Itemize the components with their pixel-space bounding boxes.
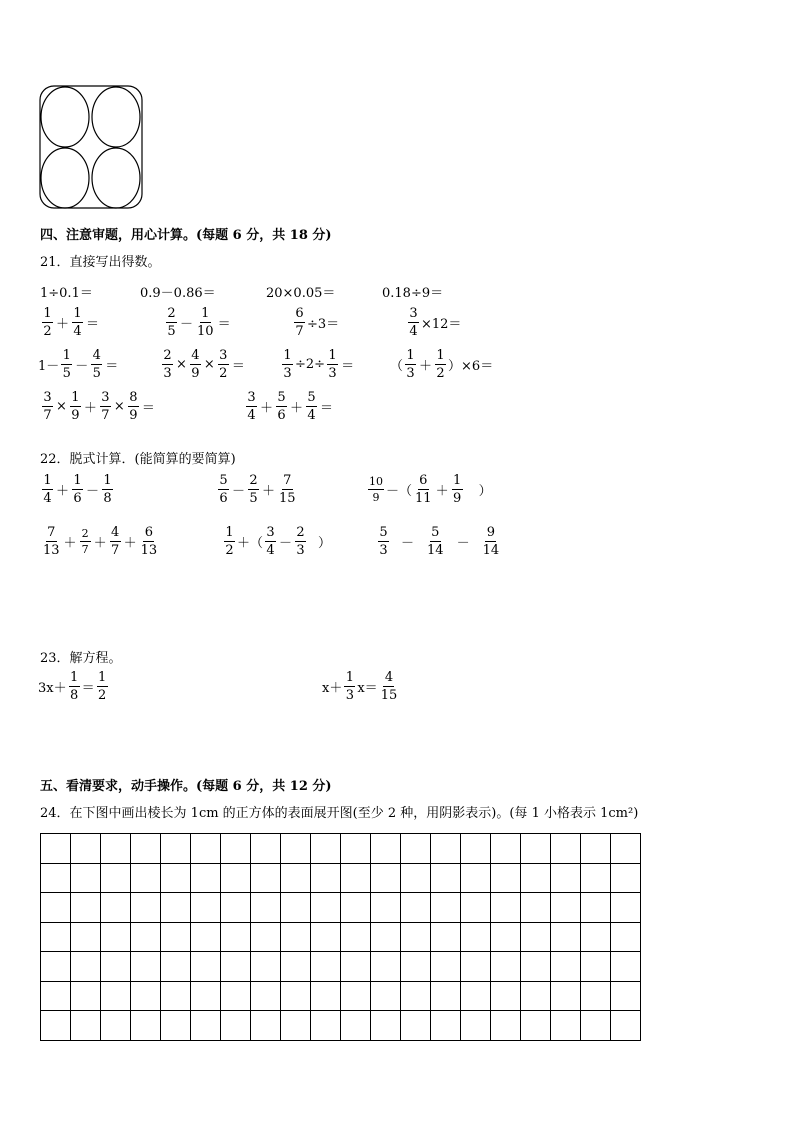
grid-cell[interactable] — [341, 1011, 371, 1041]
grid-cell[interactable] — [401, 922, 431, 952]
grid-cell[interactable] — [371, 922, 401, 952]
q22-expr-1: $\frac{1}{4}$ ＋ $\frac{1}{6}$ － $\frac{1}{8}$ — [43, 473, 112, 506]
grid-cell[interactable] — [401, 834, 431, 864]
grid-cell[interactable] — [101, 981, 131, 1011]
grid-cell[interactable] — [191, 922, 221, 952]
q21-r1-c2: 0.9－0.86＝ — [140, 286, 216, 301]
q23-equation-2: x＋ $\frac{1}{3}$ x＝ $\frac{4}{15}$ — [322, 670, 398, 703]
drawing-grid[interactable] — [40, 833, 641, 1041]
grid-cell[interactable] — [491, 1011, 521, 1041]
q23-equation-1: 3x＋ $\frac{1}{8}$ ＝ $\frac{1}{2}$ — [38, 670, 107, 703]
grid-cell[interactable] — [281, 922, 311, 952]
grid-cell[interactable] — [221, 981, 251, 1011]
grid-cell[interactable] — [101, 922, 131, 952]
grid-cell[interactable] — [221, 952, 251, 982]
q21-r4-c1: $\frac{3}{7}$ × $\frac{1}{9}$ ＋ $\frac{3}{7}$ × $\frac{8}{9}$ ＝ — [43, 390, 155, 423]
grid-cell[interactable] — [191, 1011, 221, 1041]
grid-row — [41, 1011, 641, 1041]
grid-cell[interactable] — [521, 981, 551, 1011]
grid-cell[interactable] — [251, 981, 281, 1011]
q23-prompt: 23．解方程。 — [40, 651, 122, 666]
grid-cell[interactable] — [191, 863, 221, 893]
grid-cell[interactable] — [611, 893, 641, 923]
grid-cell[interactable] — [551, 981, 581, 1011]
grid-cell[interactable] — [71, 893, 101, 923]
q22-expr-3: $\frac{10}{9}$ －（ $\frac{6}{11}$ ＋ $\frac{1}{9}$ ） — [369, 473, 492, 506]
grid-cell[interactable] — [191, 952, 221, 982]
grid-cell[interactable] — [101, 893, 131, 923]
grid-cell[interactable] — [41, 981, 71, 1011]
grid-cell[interactable] — [611, 981, 641, 1011]
grid-cell[interactable] — [491, 834, 521, 864]
q21-r1-c3: 20×0.05＝ — [266, 286, 336, 301]
grid-cell[interactable] — [311, 922, 341, 952]
grid-cell[interactable] — [551, 922, 581, 952]
q21-r2-c2: $\frac{2}{5}$ － $\frac{1}{10}$ ＝ — [167, 306, 231, 339]
grid-cell[interactable] — [581, 893, 611, 923]
grid-cell[interactable] — [281, 863, 311, 893]
section-5-title: 五、看清要求，动手操作。(每题 6 分，共 12 分) — [40, 779, 332, 794]
grid-cell[interactable] — [251, 863, 281, 893]
grid-cell[interactable] — [191, 893, 221, 923]
grid-cell[interactable] — [281, 834, 311, 864]
grid-cell[interactable] — [131, 834, 161, 864]
grid-cell[interactable] — [131, 863, 161, 893]
grid-cell[interactable] — [461, 863, 491, 893]
grid-cell[interactable] — [491, 893, 521, 923]
grid-cell[interactable] — [71, 952, 101, 982]
circle-bottom-right — [92, 148, 140, 208]
grid-cell[interactable] — [521, 893, 551, 923]
grid-cell[interactable] — [581, 834, 611, 864]
grid-cell[interactable] — [401, 981, 431, 1011]
grid-cell[interactable] — [551, 952, 581, 982]
q21-r3-c3: $\frac{1}{3}$ ÷2÷ $\frac{1}{3}$ ＝ — [283, 348, 355, 381]
grid-cell[interactable] — [431, 952, 461, 982]
section-4-title: 四、注意审题，用心计算。(每题 6 分，共 18 分) — [40, 228, 332, 243]
grid-cell[interactable] — [491, 952, 521, 982]
grid-cell[interactable] — [191, 834, 221, 864]
grid-cell[interactable] — [431, 1011, 461, 1041]
grid-cell[interactable] — [341, 834, 371, 864]
circle-top-right — [92, 87, 140, 147]
grid-cell[interactable] — [551, 863, 581, 893]
grid-cell[interactable] — [431, 863, 461, 893]
q21-r1-c1: 1÷0.1＝ — [40, 286, 93, 301]
grid-cell[interactable] — [221, 893, 251, 923]
grid-cell[interactable] — [461, 1011, 491, 1041]
grid-cell[interactable] — [341, 952, 371, 982]
grid-cell[interactable] — [281, 893, 311, 923]
q22-expr-5: $\frac{1}{2}$ ＋（ $\frac{3}{4}$ － $\frac{2}{3}$ ） — [225, 525, 332, 558]
grid-row — [41, 981, 641, 1011]
grid-cell[interactable] — [221, 922, 251, 952]
grid-cell[interactable] — [311, 981, 341, 1011]
q21-r1-c4: 0.18÷9＝ — [382, 286, 444, 301]
grid-cell[interactable] — [551, 893, 581, 923]
grid-cell[interactable] — [41, 893, 71, 923]
grid-cell[interactable] — [521, 922, 551, 952]
q22-prompt: 22．脱式计算．(能简算的要简算) — [40, 452, 236, 467]
grid-cell[interactable] — [161, 1011, 191, 1041]
grid-cell[interactable] — [371, 952, 401, 982]
grid-cell[interactable] — [311, 1011, 341, 1041]
grid-cell[interactable] — [41, 952, 71, 982]
grid-cell[interactable] — [161, 863, 191, 893]
grid-row — [41, 893, 641, 923]
grid-cell[interactable] — [551, 1011, 581, 1041]
q21-r3-c1: 1－ $\frac{1}{5}$ － $\frac{4}{5}$ ＝ — [38, 348, 119, 381]
q21-r3-c2: $\frac{2}{3}$ × $\frac{4}{9}$ × $\frac{3}{2}$ ＝ — [163, 348, 245, 381]
grid-cell[interactable] — [221, 863, 251, 893]
grid-cell[interactable] — [41, 1011, 71, 1041]
grid-cell[interactable] — [551, 834, 581, 864]
grid-cell[interactable] — [611, 834, 641, 864]
grid-cell[interactable] — [401, 863, 431, 893]
grid-cell[interactable] — [371, 863, 401, 893]
grid-cell[interactable] — [431, 922, 461, 952]
grid-cell[interactable] — [71, 981, 101, 1011]
grid-cell[interactable] — [401, 893, 431, 923]
grid-cell[interactable] — [41, 834, 71, 864]
grid-cell[interactable] — [461, 952, 491, 982]
grid-cell[interactable] — [131, 981, 161, 1011]
grid-cell[interactable] — [71, 863, 101, 893]
grid-cell[interactable] — [611, 1011, 641, 1041]
grid-cell[interactable] — [281, 981, 311, 1011]
grid-cell[interactable] — [431, 981, 461, 1011]
grid-cell[interactable] — [581, 981, 611, 1011]
grid-row — [41, 922, 641, 952]
grid-cell[interactable] — [401, 1011, 431, 1041]
grid-cell[interactable] — [281, 1011, 311, 1041]
grid-cell[interactable] — [41, 922, 71, 952]
grid-cell[interactable] — [401, 952, 431, 982]
grid-cell[interactable] — [461, 834, 491, 864]
q22-expr-6: $\frac{5}{3}$ － $\frac{5}{14}$ － $\frac{9}{14}$ — [379, 525, 500, 558]
grid-cell[interactable] — [461, 981, 491, 1011]
grid-cell[interactable] — [311, 893, 341, 923]
grid-cell[interactable] — [311, 834, 341, 864]
grid-cell[interactable] — [101, 863, 131, 893]
grid-cell[interactable] — [581, 952, 611, 982]
grid-cell[interactable] — [611, 952, 641, 982]
grid-cell[interactable] — [341, 922, 371, 952]
q24-prompt: 24．在下图中画出棱长为 1cm 的正方体的表面展开图(至少 2 种，用阴影表示)。(每 1 小格表示 1cm²) — [40, 806, 639, 821]
grid-cell[interactable] — [341, 981, 371, 1011]
grid-cell[interactable] — [581, 863, 611, 893]
grid-cell[interactable] — [221, 1011, 251, 1041]
grid-cell[interactable] — [371, 981, 401, 1011]
grid-cell[interactable] — [491, 981, 521, 1011]
grid-cell[interactable] — [71, 834, 101, 864]
grid-cell[interactable] — [431, 834, 461, 864]
grid-cell[interactable] — [71, 1011, 101, 1041]
grid-row — [41, 863, 641, 893]
circle-bottom-left — [41, 148, 89, 208]
grid-cell[interactable] — [161, 981, 191, 1011]
grid-cell[interactable] — [281, 952, 311, 982]
q22-expr-2: $\frac{5}{6}$ － $\frac{2}{5}$ ＋ $\frac{7}{15}$ — [219, 473, 296, 506]
grid-cell[interactable] — [71, 922, 101, 952]
grid-row — [41, 952, 641, 982]
grid-cell[interactable] — [341, 893, 371, 923]
grid-cell[interactable] — [311, 863, 341, 893]
grid-cell[interactable] — [101, 834, 131, 864]
q21-r3-c4: （ $\frac{1}{3}$ ＋ $\frac{1}{2}$ ）×6＝ — [390, 348, 494, 381]
grid-cell[interactable] — [101, 1011, 131, 1041]
grid-cell[interactable] — [251, 1011, 281, 1041]
q21-prompt: 21．直接写出得数。 — [40, 255, 161, 270]
q21-r4-c2: $\frac{3}{4}$ ＋ $\frac{5}{6}$ ＋ $\frac{5}{4}$ ＝ — [247, 390, 334, 423]
grid-cell[interactable] — [251, 952, 281, 982]
grid-cell[interactable] — [461, 922, 491, 952]
grid-cell[interactable] — [431, 893, 461, 923]
grid-cell[interactable] — [611, 863, 641, 893]
grid-cell[interactable] — [101, 952, 131, 982]
grid-cell[interactable] — [341, 863, 371, 893]
grid-cell[interactable] — [161, 922, 191, 952]
grid-cell[interactable] — [461, 893, 491, 923]
grid-cell[interactable] — [581, 922, 611, 952]
grid-cell[interactable] — [311, 952, 341, 982]
grid-cell[interactable] — [251, 893, 281, 923]
grid-cell[interactable] — [521, 1011, 551, 1041]
grid-cell[interactable] — [581, 1011, 611, 1041]
grid-cell[interactable] — [161, 893, 191, 923]
q21-r2-c3: $\frac{6}{7}$ ÷3＝ — [295, 306, 340, 339]
grid-cell[interactable] — [521, 834, 551, 864]
grid-cell[interactable] — [371, 834, 401, 864]
grid-cell[interactable] — [491, 922, 521, 952]
grid-cell[interactable] — [221, 834, 251, 864]
grid-cell[interactable] — [371, 893, 401, 923]
grid-cell[interactable] — [161, 834, 191, 864]
circles-figure — [36, 84, 146, 212]
grid-row — [41, 834, 641, 864]
grid-cell[interactable] — [371, 1011, 401, 1041]
grid-cell[interactable] — [251, 834, 281, 864]
grid-cell[interactable] — [191, 981, 221, 1011]
grid-cell[interactable] — [251, 922, 281, 952]
q21-r2-c1: $\frac{1}{2}$ ＋ $\frac{1}{4}$ ＝ — [43, 306, 100, 339]
grid-cell[interactable] — [521, 952, 551, 982]
grid-cell[interactable] — [131, 922, 161, 952]
q22-expr-4: $\frac{7}{13}$ ＋ $\frac{2}{7}$ ＋ $\frac{4}{7}$ ＋ $\frac{6}{13}$ — [43, 525, 158, 558]
grid-cell[interactable] — [161, 952, 191, 982]
grid-cell[interactable] — [41, 863, 71, 893]
grid-cell[interactable] — [521, 863, 551, 893]
grid-cell[interactable] — [131, 893, 161, 923]
q21-r2-c4: $\frac{3}{4}$ ×12＝ — [409, 306, 462, 339]
grid-cell[interactable] — [131, 952, 161, 982]
grid-cell[interactable] — [491, 863, 521, 893]
grid-cell[interactable] — [131, 1011, 161, 1041]
grid-cell[interactable] — [611, 922, 641, 952]
circle-top-left — [41, 87, 89, 147]
